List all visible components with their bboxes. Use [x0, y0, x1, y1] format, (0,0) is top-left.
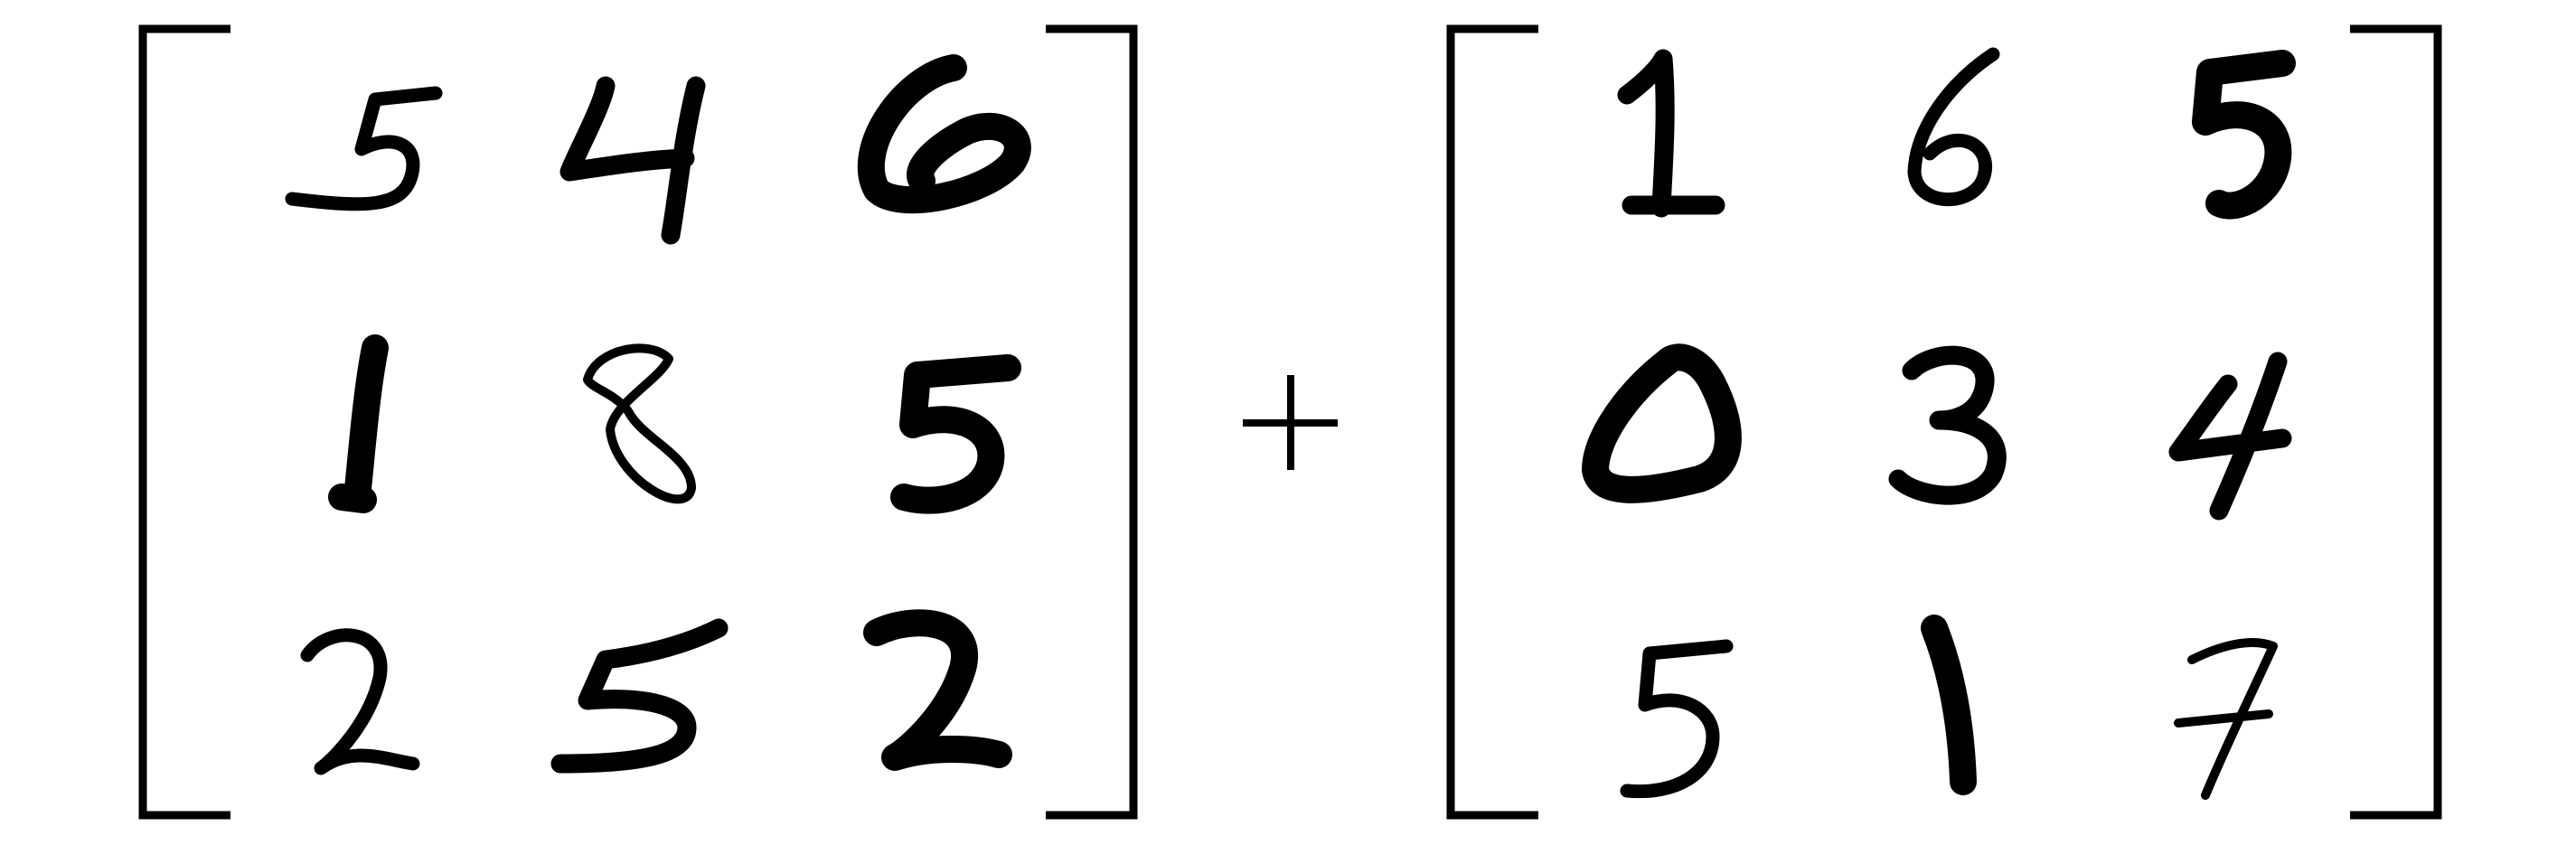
right-matrix-open-bracket — [1451, 29, 1538, 815]
left-matrix-cell-r3c1 — [307, 635, 413, 768]
handwritten-digit-5 — [560, 628, 719, 764]
digit-label: 7 — [2228, 714, 2229, 715]
handwritten-digit-0 — [1595, 357, 1728, 490]
handwritten-digit-1 — [1627, 59, 1716, 208]
digit-label: 5 — [1663, 718, 1664, 719]
handwritten-digit-6 — [1914, 54, 1993, 200]
right-matrix-cell-r1c2 — [1914, 54, 1993, 200]
digit-label: 3 — [1952, 425, 1953, 426]
handwritten-digit-5 — [904, 368, 1008, 501]
digit-label: 8 — [642, 429, 643, 430]
right-matrix-cell-r3c2 — [1934, 628, 1963, 782]
right-matrix-cell-r1c3 — [2205, 63, 2282, 206]
digit-label: 5 — [348, 149, 349, 150]
digit-label: 5 — [642, 709, 643, 710]
left-matrix-cell-r3c2 — [560, 628, 719, 764]
left-matrix-cell-r2c3 — [904, 368, 1008, 501]
right-matrix-cell-r2c1 — [1595, 357, 1728, 490]
digit-label: 5 — [931, 438, 932, 439]
digit-label: 6 — [931, 140, 932, 141]
digit-label: 4 — [642, 149, 643, 150]
left-matrix-cell-r1c3 — [871, 68, 1018, 200]
right-matrix-cell-r2c3 — [2178, 361, 2282, 511]
right-matrix-cell-r2c2 — [1898, 355, 1997, 495]
handwritten-digit-5 — [1627, 646, 1726, 792]
right-matrix-close-bracket — [2350, 29, 2438, 815]
digit-label: 1 — [1952, 709, 1953, 710]
left-matrix-cell-r1c2 — [569, 86, 696, 235]
handwritten-digit-6 — [871, 68, 1018, 200]
left-matrix-close-bracket — [1046, 29, 1133, 815]
left-matrix-cell-r2c1 — [342, 348, 375, 500]
handwritten-digit-4 — [569, 86, 696, 235]
operator-label: + — [0, 0, 1, 1]
right-matrix — [1451, 29, 2438, 815]
left-matrix — [143, 29, 1133, 815]
left-matrix-cell-r2c2 — [588, 348, 691, 499]
handwritten-digit-3 — [1898, 355, 1997, 495]
left-matrix-cell-r1c1 — [292, 93, 436, 204]
handwritten-digit-5 — [2205, 63, 2282, 206]
handwritten-digit-2 — [877, 623, 999, 757]
left-matrix-cell-r3c3 — [877, 623, 999, 757]
digit-label: 2 — [357, 709, 358, 710]
right-matrix-cell-r3c1 — [1627, 646, 1726, 792]
left-matrix-open-bracket — [143, 29, 230, 815]
handwritten-digit-2 — [307, 635, 413, 768]
digit-label: 4 — [2228, 434, 2229, 435]
handwritten-digit-8 — [588, 348, 691, 499]
handwritten-digit-1 — [342, 348, 375, 500]
handwritten-digit-1 — [1934, 628, 1963, 782]
handwritten-digit-4 — [2178, 361, 2282, 511]
right-matrix-cell-r3c3 — [2178, 643, 2273, 795]
digit-label: 2 — [931, 705, 932, 706]
right-matrix-cell-r1c1 — [1627, 59, 1716, 208]
digit-label: 0 — [1663, 429, 1664, 430]
handwritten-digit-5 — [292, 93, 436, 204]
handwritten-digit-7 — [2178, 643, 2273, 795]
digit-label: 1 — [1663, 131, 1664, 132]
